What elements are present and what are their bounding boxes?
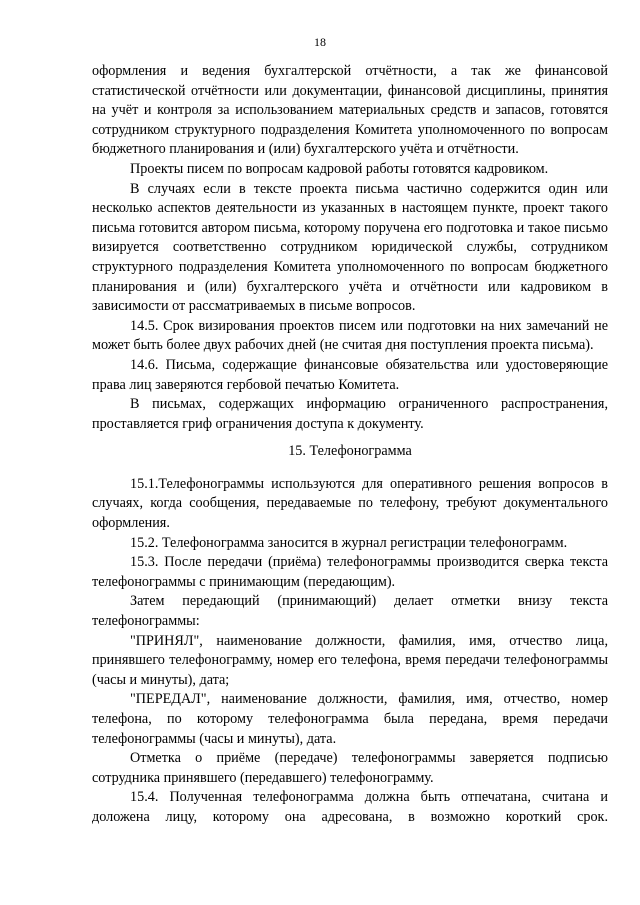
section-heading: 15. Телефонограмма xyxy=(288,443,412,460)
paragraph-received: "ПРИНЯЛ", наименование должности, фамилия, имя, отчество лица, принявшего телефонограмму, номер его телефона, время передачи телефонограммы (часы и минуты), дата; xyxy=(92,632,608,688)
paragraph-15-3: 15.3. После передачи (приёма) телефонограммы производится сверка текста телефонограммы с принимающим (передающим). xyxy=(92,554,608,590)
page-number: 18 xyxy=(314,35,326,49)
paragraph-continuation: оформления и ведения бухгалтерской отчётности, а так же финансовой статистической отчётности или документации, финансовой дисциплины, принятия на учёт и контроля за использованием материальных средств и запасов, готовятся сотрудником структурного подразделения Комитета уполномоченного по вопросам бюджетного планирования и (или) бухгалтерского учёта и отчётности. xyxy=(92,63,608,158)
paragraph-restricted-access: В письмах, содержащих информацию ограниченного распространения, проставляется гриф ограничения доступа к документу. xyxy=(92,396,608,432)
paragraph-15-4: 15.4. Полученная телефонограмма должна быть отпечатана, считана и доложена лицу, которому она адресована, в возможно короткий срок. xyxy=(92,789,608,825)
paragraph-14-5: 14.5. Срок визирования проектов писем или подготовки на них замечаний не может быть более двух рабочих дней (не считая дня поступления проекта письма). xyxy=(92,317,608,354)
paragraph-mixed-aspects: В случаях если в тексте проекта письма частично содержится один или несколько аспектов деятельности из указанных в настоящем пункте, проект такого письма готовится автором письма, которому поручена его подготовка и такое письмо визируется соответственно сотрудником юридической службы, сотрудником структурного подразделения Комитета уполномоченного по вопросам бюджетного планирования и (или) бухгалтерского учёта и отчётности или кадровиком в зависимости от рассматриваемых в письме вопросов. xyxy=(92,180,608,315)
paragraph-marks-intro: Затем передающий (принимающий) делает отметки внизу текста телефонограммы: xyxy=(92,593,608,630)
paragraph-15-2: 15.2. Телефонограмма заносится в журнал регистрации телефонограмм. xyxy=(130,534,568,551)
paragraph-hr-letters: Проекты писем по вопросам кадровой работы готовятся кадровиком. xyxy=(130,160,549,177)
paragraph-14-6: 14.6. Письма, содержащие финансовые обязательства или удостоверяющие права лиц заверяются гербовой печатью Комитета. xyxy=(92,356,608,393)
paragraph-signature-note: Отметка о приёме (передаче) телефонограммы заверяется подписью сотрудника принявшего (передавшего) телефонограмму. xyxy=(92,750,608,786)
paragraph-15-1: 15.1.Телефонограммы используются для оперативного решения вопросов в случаях, когда сообщения, передаваемые по телефону, требуют документального оформления. xyxy=(92,475,608,532)
document-body xyxy=(92,62,608,828)
paragraph-sent: "ПЕРЕДАЛ", наименование должности, фамилия, имя, отчество, номер телефона, по которому телефонограмма была передана, время передачи телефонограммы (часы и минуты), дата. xyxy=(92,691,608,747)
